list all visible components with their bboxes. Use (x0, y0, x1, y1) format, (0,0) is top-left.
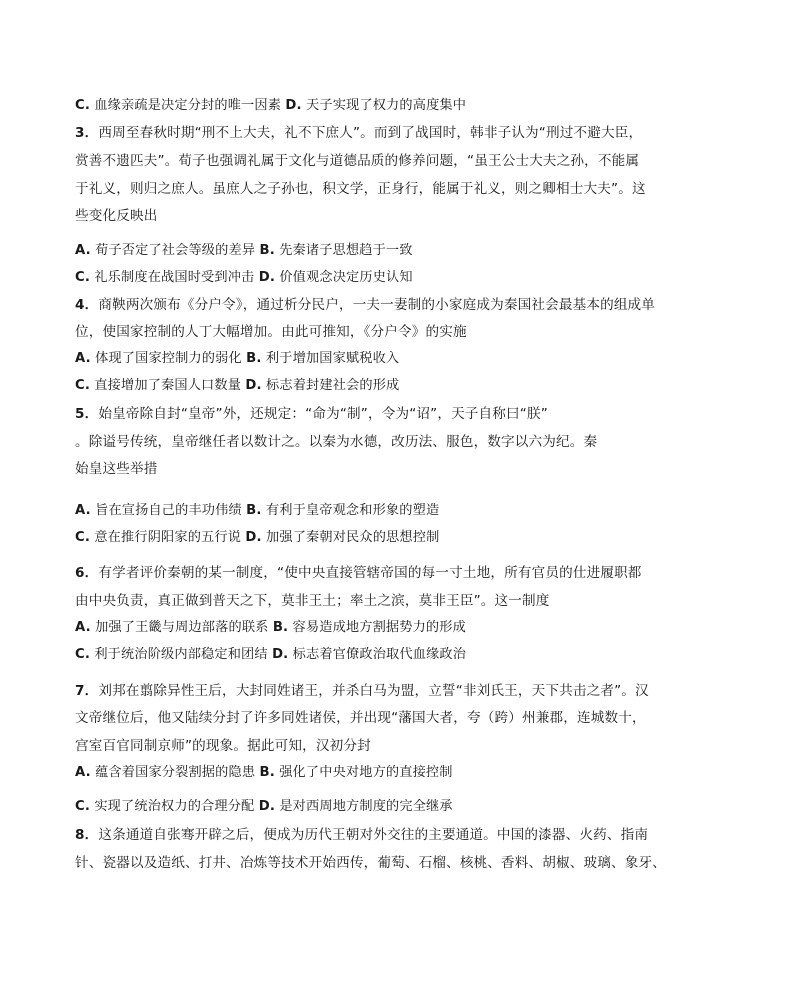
question-text: 于礼义，则归之庶人。虽庶人之子孙也，积文学，正身行，能属于礼义，则之卿相士大夫”。这 (75, 181, 646, 197)
question-text: 文帝继位后，他又陆续分封了许多同姓诸侯，并出现“藩国大者，夸（跨）州兼郡，连城数十， (75, 710, 646, 726)
option-label: A. (75, 620, 91, 635)
q3-options-ab (75, 241, 725, 261)
option-label: A. (75, 503, 91, 518)
q5-options-ab (75, 501, 725, 521)
q8-stem-line (75, 853, 725, 873)
question-text: 赏善不遗匹夫”。荀子也强调礼属于文化与道德品质的修养问题，“虽王公士大夫之孙，不能属 (75, 153, 640, 169)
option-text: 直接增加了秦国人口数量 (90, 378, 246, 393)
option-text: 先秦诸子思想趋于一致 (274, 243, 413, 258)
question-number: 8． (75, 827, 99, 843)
question-text: 刘邦在翦除异性王后，大封同姓诸王，并杀白马为盟，立誓“非刘氏王，天下共击之者”。汉 (98, 683, 649, 699)
option-text: 容易造成地方割据势力的形成 (288, 620, 466, 635)
option-text: 利于增加国家赋税收入 (261, 351, 400, 366)
q6-stem-line (75, 591, 725, 611)
question-number: 6． (75, 565, 99, 581)
question-text: 西周至春秋时期“刑不上大夫，礼不下庶人”。而到了战国时，韩非子认为“刑过不避大臣， (98, 125, 643, 141)
option-label: B. (259, 243, 275, 258)
option-label: A. (75, 243, 91, 258)
option-text: 加强了王畿与周边部落的联系 (90, 620, 273, 635)
q7-stem-line (75, 681, 725, 701)
q4-options-cd (75, 376, 725, 396)
option-label: A. (75, 351, 91, 366)
q5-stem-line (75, 459, 725, 479)
option-text: 实现了统治权力的合理分配 (90, 799, 259, 814)
option-text: 加强了秦朝对民众的思想控制 (261, 530, 440, 545)
option-text: 旨在宣扬自己的丰功伟绩 (90, 503, 247, 518)
option-label: C. (75, 270, 90, 285)
question-number: 4． (75, 297, 99, 313)
q6-stem-line (75, 563, 725, 583)
q3-stem-line (75, 206, 725, 226)
option-text: 体现了国家控制力的弱化 (90, 351, 247, 366)
option-label: D. (245, 530, 262, 545)
q7-options-cd (75, 797, 725, 817)
q6-options-cd (75, 645, 725, 665)
q4-options-ab (75, 349, 725, 369)
question-text: 商鞅两次颁布《分户令》，通过析分民户，一夫一妻制的小家庭成为秦国社会最基本的组成单 (98, 297, 656, 313)
q6-options-ab (75, 618, 725, 638)
question-text: 有学者评价秦朝的某一制度，“使中央直接管辖帝国的每一寸土地，所有官员的仕进履职都 (98, 565, 642, 581)
option-text: 意在推行阴阳家的五行说 (90, 530, 246, 545)
option-text: 标志着官僚政治取代血缘政治 (288, 647, 467, 662)
option-label: C. (75, 98, 90, 113)
option-label: D. (245, 378, 262, 393)
option-text: 强化了中央对地方的直接控制 (274, 765, 453, 780)
question-number: 7． (75, 683, 99, 699)
option-label: D. (285, 98, 302, 113)
option-label: C. (75, 530, 90, 545)
option-label: C. (75, 378, 90, 393)
q5-stem-line (75, 404, 725, 424)
option-text: 天子实现了权力的高度集中 (301, 98, 467, 113)
question-text: 。除谥号传统，皇帝继任者以数计之。以秦为水德，改历法、服色，数字以六为纪。秦 (75, 434, 598, 450)
option-label: B. (272, 620, 289, 635)
question-text: 这条通道自张骞开辟之后，便成为历代王朝对外交往的主要通道。中国的漆器、火药、指南 (98, 827, 649, 843)
option-text: 荀子否定了社会等级的差异 (90, 243, 260, 258)
q7-stem-line (75, 736, 725, 756)
q7-stem-line (75, 708, 725, 728)
question-text: 位，使国家控制的人丁大幅增加。由此可推知，《分户令》的实施 (75, 324, 467, 340)
question-text: 针、瓷器以及造纸、打井、冶炼等技术开始西传，葡萄、石榴、核桃、香料、胡椒、玻璃、象牙、 (75, 855, 666, 871)
option-label: D. (258, 799, 275, 814)
q3-options-cd (75, 268, 725, 288)
option-text: 是对西周地方制度的完全继承 (275, 799, 453, 814)
q3-stem-line (75, 151, 725, 171)
q7-options-ab (75, 763, 725, 783)
option-text: 有利于皇帝观念和形象的塑造 (261, 503, 440, 518)
option-label: B. (246, 351, 262, 366)
question-text: 宫室百官同制京师”的现象。据此可知，汉初分封 (75, 738, 371, 754)
q3-stem-line (75, 123, 725, 143)
option-label: D. (258, 270, 275, 285)
q4-stem-line (75, 295, 725, 315)
option-text: 价值观念决定历史认知 (275, 270, 413, 285)
option-label: B. (259, 765, 275, 780)
q3-stem-line (75, 179, 725, 199)
question-text: 些变化反映出 (75, 208, 158, 224)
question-number: 5． (75, 406, 99, 422)
q4-stem-line (75, 322, 725, 342)
question-text: 始皇这些举措 (75, 461, 158, 477)
question-text: 始皇帝除自封“皇帝”外，还规定：“命为“制”，令为“诏”，天子自称曰“朕” (98, 406, 548, 422)
q5-options-cd (75, 528, 725, 548)
option-text: 标志着封建社会的形成 (261, 378, 400, 393)
option-text: 利于统治阶级内部稳定和团结 (90, 647, 273, 662)
q8-stem-line (75, 825, 725, 845)
option-text: 蕴含着国家分裂割据的隐患 (90, 765, 260, 780)
question-text: 由中央负责，真正做到普天之下，莫非王土；率土之滨，莫非王臣”。这一制度 (75, 593, 550, 609)
option-text: 礼乐制度在战国时受到冲击 (90, 270, 259, 285)
q5-stem-line (75, 432, 725, 452)
option-label: B. (246, 503, 262, 518)
question-number: 3． (75, 125, 99, 141)
option-text: 血缘亲疏是决定分封的唯一因素 (90, 98, 286, 113)
option-label: C. (75, 647, 90, 662)
option-label: D. (272, 647, 289, 662)
option-label: A. (75, 765, 91, 780)
option-label: C. (75, 799, 90, 814)
q2-options-cd (75, 96, 725, 116)
